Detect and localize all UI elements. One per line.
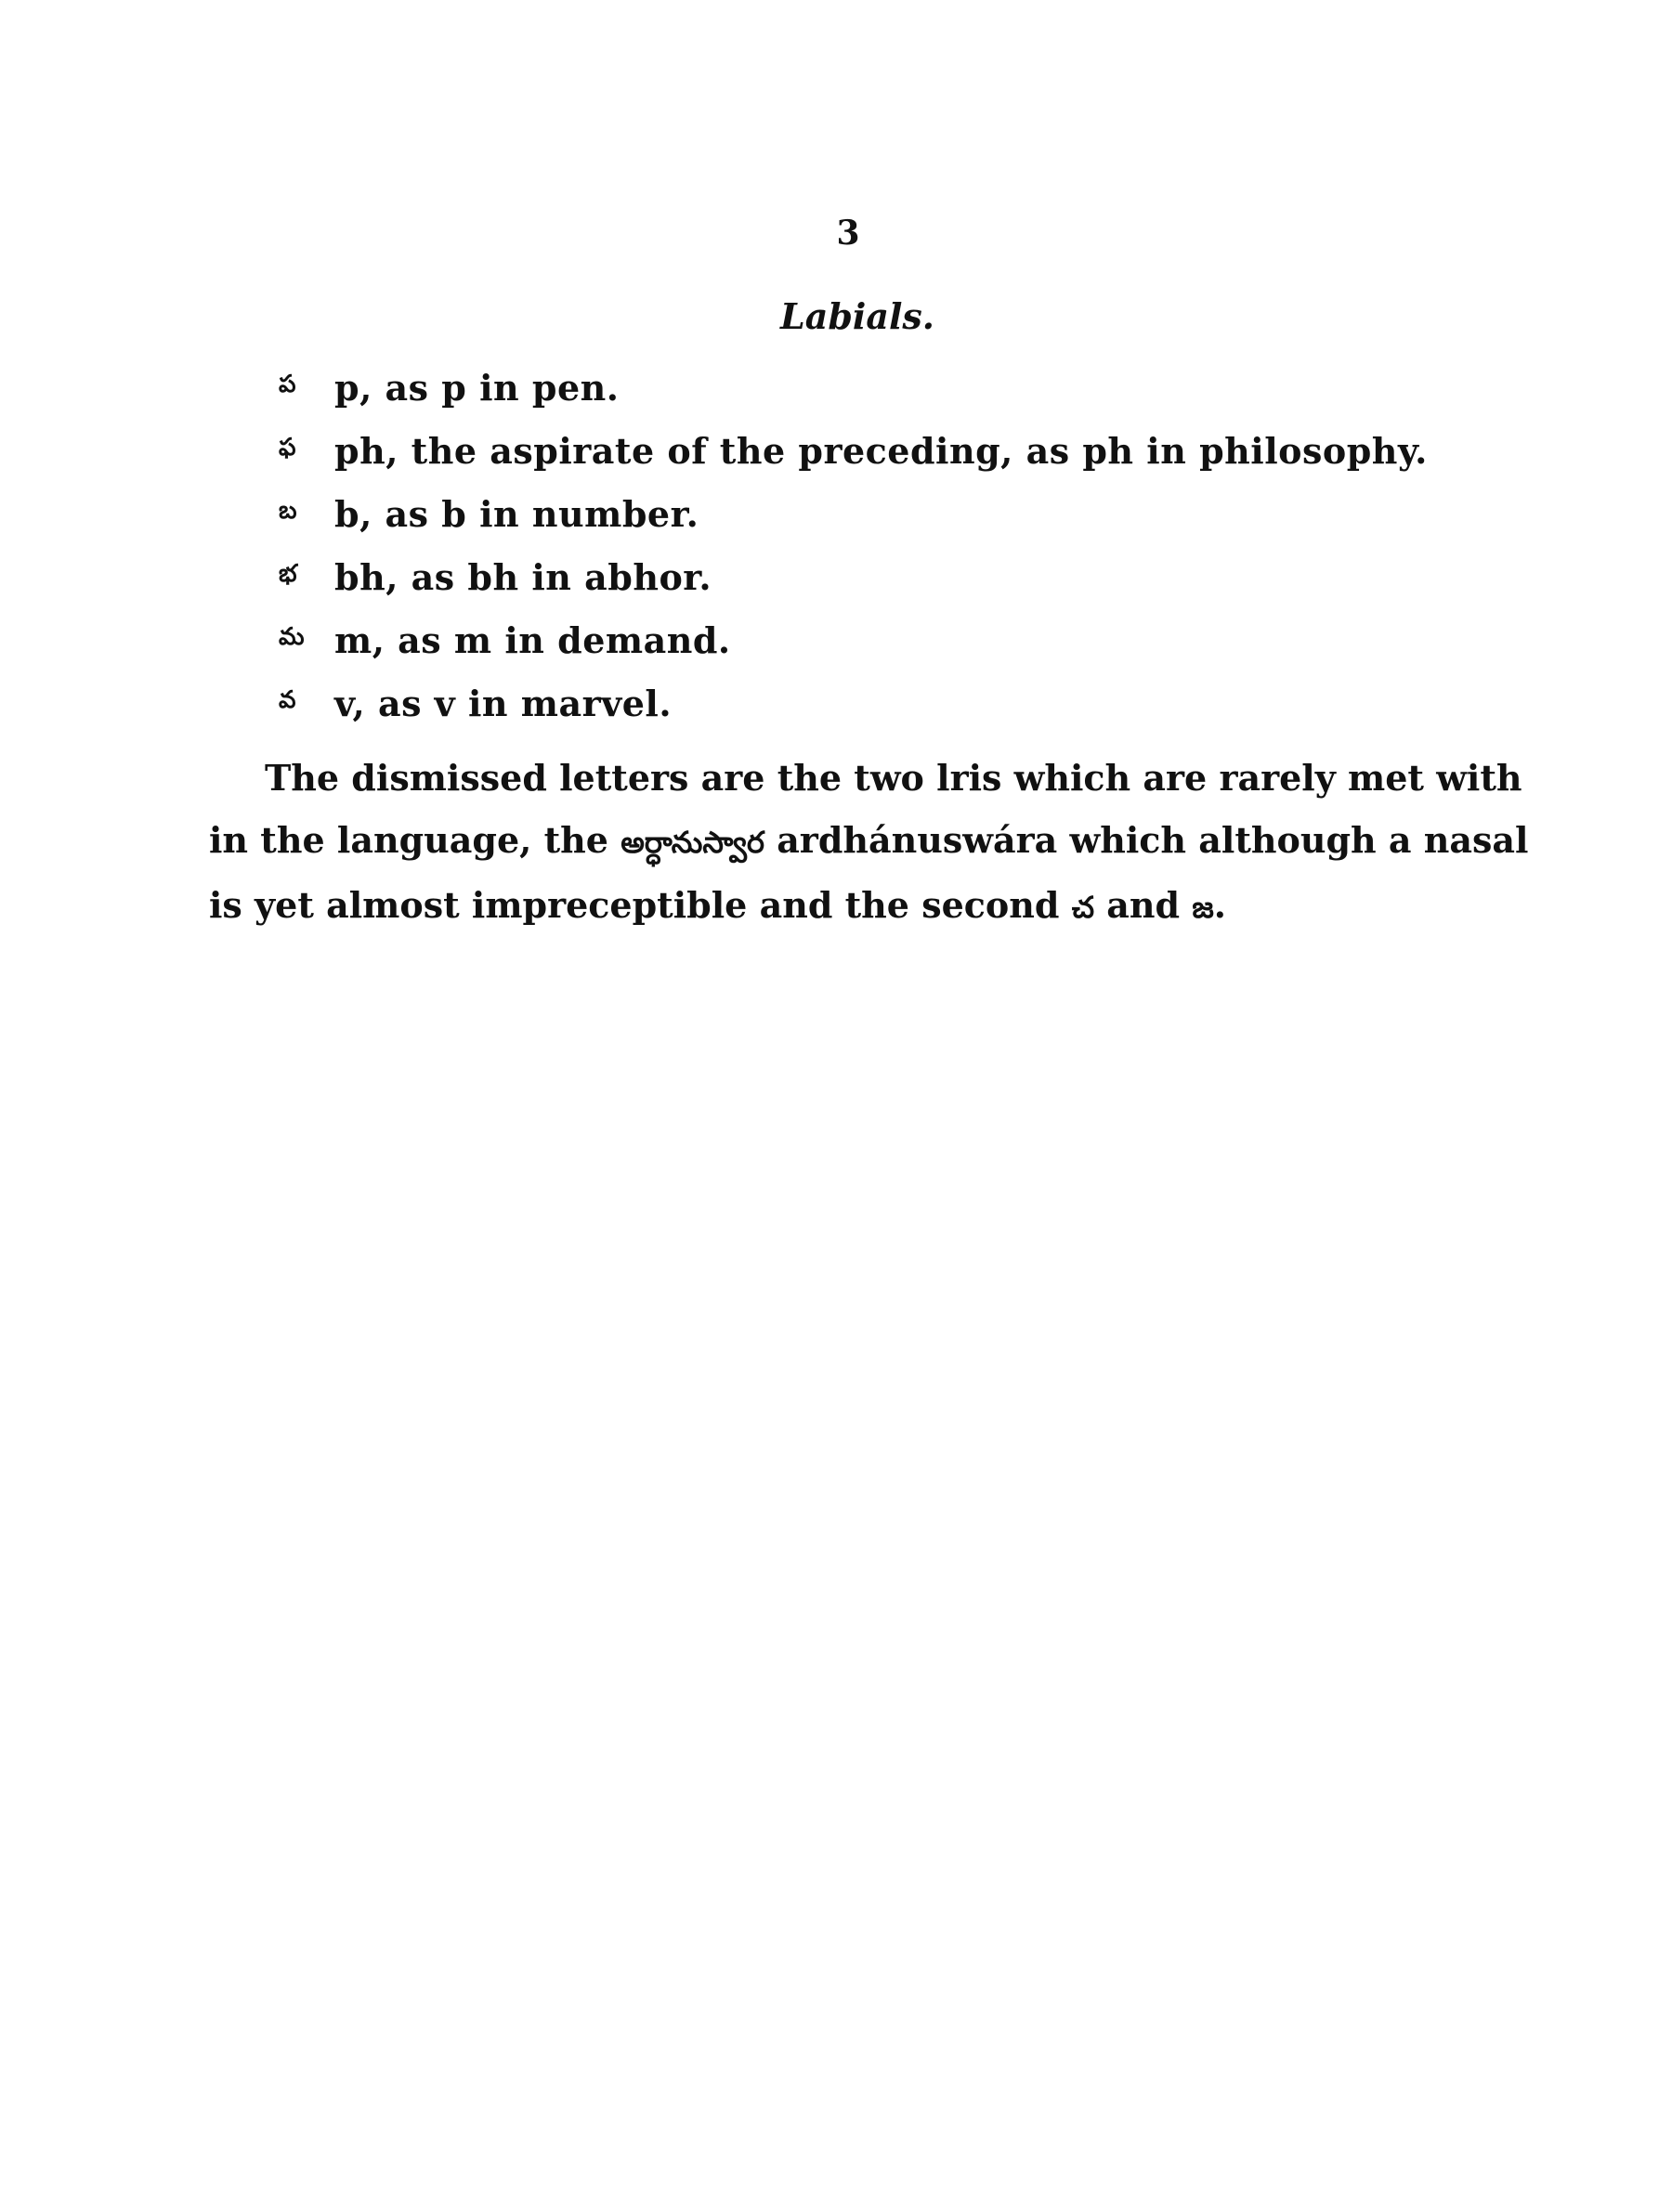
telugu-letter: ప bbox=[279, 371, 296, 398]
list-item bbox=[279, 356, 1486, 419]
list-item bbox=[279, 482, 1486, 545]
body-paragraph bbox=[209, 747, 1528, 939]
paragraph-text: and bbox=[1106, 884, 1181, 926]
list-item bbox=[279, 608, 1486, 671]
page-number: 3 bbox=[836, 214, 860, 253]
telugu-letter: భ bbox=[279, 560, 297, 588]
list-item bbox=[279, 671, 1486, 735]
section-heading: Labials. bbox=[779, 295, 935, 337]
paragraph-text: The dismissed letters are the two lris which are rarely met with bbox=[265, 757, 1522, 799]
paragraph-line bbox=[209, 809, 1528, 874]
paragraph-line bbox=[209, 747, 1528, 809]
telugu-letter: బ bbox=[279, 497, 297, 525]
telugu-letter: జ bbox=[1192, 890, 1214, 925]
paragraph-line bbox=[209, 874, 1528, 939]
letter-description: b, as b in number. bbox=[334, 492, 699, 535]
paragraph-text: . bbox=[1213, 884, 1226, 926]
letter-description: p, as p in pen. bbox=[334, 366, 620, 409]
list-item bbox=[279, 419, 1486, 482]
letter-description: bh, as bh in abhor. bbox=[334, 555, 712, 598]
letter-description: v, as v in marvel. bbox=[334, 682, 673, 724]
telugu-letter: వ bbox=[279, 686, 296, 714]
labials-list bbox=[279, 356, 1486, 735]
telugu-word: అర్ధానుస్వార bbox=[620, 825, 764, 860]
telugu-letter: మ bbox=[279, 623, 305, 651]
list-item bbox=[279, 545, 1486, 608]
paragraph-text: ardhánuswára which although a nasal bbox=[777, 819, 1529, 861]
paragraph-text: in the language, the bbox=[209, 819, 608, 861]
telugu-letter: ఫ bbox=[279, 434, 296, 462]
letter-description: ph, the aspirate of the preceding, as ph in philosophy. bbox=[334, 429, 1428, 472]
paragraph-text: is yet almost impreceptible and the second bbox=[209, 884, 1060, 926]
letter-description: m, as m in demand. bbox=[334, 618, 731, 661]
telugu-letter: చ bbox=[1071, 890, 1095, 925]
